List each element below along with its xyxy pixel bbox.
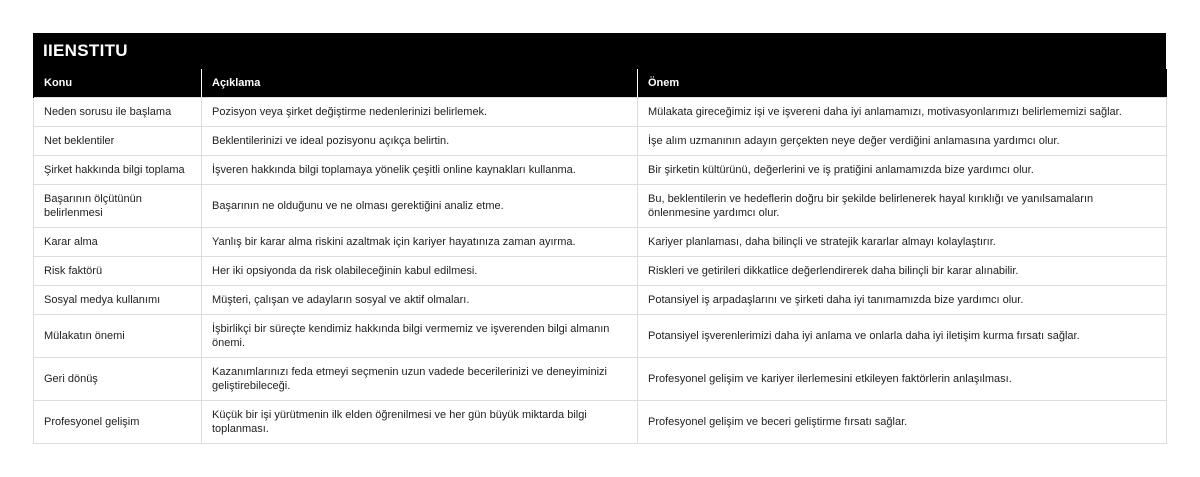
- brand-title: IIENSTITU: [33, 33, 1166, 69]
- table-row: [34, 286, 1167, 315]
- cell-onem: Mülakata gireceğimiz işi ve işvereni daha iyi anlamamızı, motivasyonlarımızı belirlememizi sağlar.: [638, 98, 1167, 127]
- cell-konu: Karar alma: [34, 228, 202, 257]
- cell-onem: İşe alım uzmanının adayın gerçekten neye değer verdiğini anlamasına yardımcı olur.: [638, 127, 1167, 156]
- table-row: [34, 401, 1167, 444]
- info-table: [33, 69, 1167, 444]
- cell-onem: Bu, beklentilerin ve hedeflerin doğru bir şekilde belirlenerek hayal kırıklığı ve yanılsamaların önlenmesine yardımcı olur.: [638, 185, 1167, 228]
- cell-konu: Mülakatın önemi: [34, 315, 202, 358]
- table-row: [34, 98, 1167, 127]
- header-onem: Önem: [638, 69, 1167, 98]
- table-row: [34, 228, 1167, 257]
- cell-aciklama: Kazanımlarınızı feda etmeyi seçmenin uzun vadede becerilerinizi ve deneyiminizi geliştirebileceği.: [202, 358, 638, 401]
- table-container: [33, 33, 1166, 444]
- cell-onem: Profesyonel gelişim ve beceri geliştirme fırsatı sağlar.: [638, 401, 1167, 444]
- cell-konu: Risk faktörü: [34, 257, 202, 286]
- cell-aciklama: Pozisyon veya şirket değiştirme nedenlerinizi belirlemek.: [202, 98, 638, 127]
- cell-aciklama: İşbirlikçi bir süreçte kendimiz hakkında bilgi vermemiz ve işverenden bilgi almanın önemi.: [202, 315, 638, 358]
- table-row: [34, 315, 1167, 358]
- table-row: [34, 185, 1167, 228]
- header-konu: Konu: [34, 69, 202, 98]
- cell-aciklama: İşveren hakkında bilgi toplamaya yönelik çeşitli online kaynakları kullanma.: [202, 156, 638, 185]
- cell-aciklama: Beklentilerinizi ve ideal pozisyonu açıkça belirtin.: [202, 127, 638, 156]
- table-row: [34, 358, 1167, 401]
- cell-onem: Potansiyel iş arpadaşlarını ve şirketi daha iyi tanımamızda bize yardımcı olur.: [638, 286, 1167, 315]
- cell-konu: Geri dönüş: [34, 358, 202, 401]
- cell-aciklama: Yanlış bir karar alma riskini azaltmak için kariyer hayatınıza zaman ayırma.: [202, 228, 638, 257]
- cell-konu: Neden sorusu ile başlama: [34, 98, 202, 127]
- cell-onem: Riskleri ve getirileri dikkatlice değerlendirerek daha bilinçli bir karar alınabilir.: [638, 257, 1167, 286]
- cell-konu: Net beklentiler: [34, 127, 202, 156]
- table-row: [34, 127, 1167, 156]
- header-aciklama: Açıklama: [202, 69, 638, 98]
- cell-aciklama: Küçük bir işi yürütmenin ilk elden öğrenilmesi ve her gün büyük miktarda bilgi toplanması.: [202, 401, 638, 444]
- cell-onem: Bir şirketin kültürünü, değerlerini ve iş pratiğini anlamamızda bize yardımcı olur.: [638, 156, 1167, 185]
- table-row: [34, 257, 1167, 286]
- cell-onem: Profesyonel gelişim ve kariyer ilerlemesini etkileyen faktörlerin anlaşılması.: [638, 358, 1167, 401]
- cell-konu: Sosyal medya kullanımı: [34, 286, 202, 315]
- cell-konu: Başarının ölçütünün belirlenmesi: [34, 185, 202, 228]
- cell-aciklama: Müşteri, çalışan ve adayların sosyal ve aktif olmaları.: [202, 286, 638, 315]
- cell-onem: Kariyer planlaması, daha bilinçli ve stratejik kararlar almayı kolaylaştırır.: [638, 228, 1167, 257]
- cell-onem: Potansiyel işverenlerimizi daha iyi anlama ve onlarla daha iyi iletişim kurma fırsatı sağlar.: [638, 315, 1167, 358]
- cell-konu: Profesyonel gelişim: [34, 401, 202, 444]
- table-header-row: [34, 69, 1167, 98]
- cell-konu: Şirket hakkında bilgi toplama: [34, 156, 202, 185]
- table-row: [34, 156, 1167, 185]
- cell-aciklama: Başarının ne olduğunu ve ne olması gerektiğini analiz etme.: [202, 185, 638, 228]
- cell-aciklama: Her iki opsiyonda da risk olabileceğinin kabul edilmesi.: [202, 257, 638, 286]
